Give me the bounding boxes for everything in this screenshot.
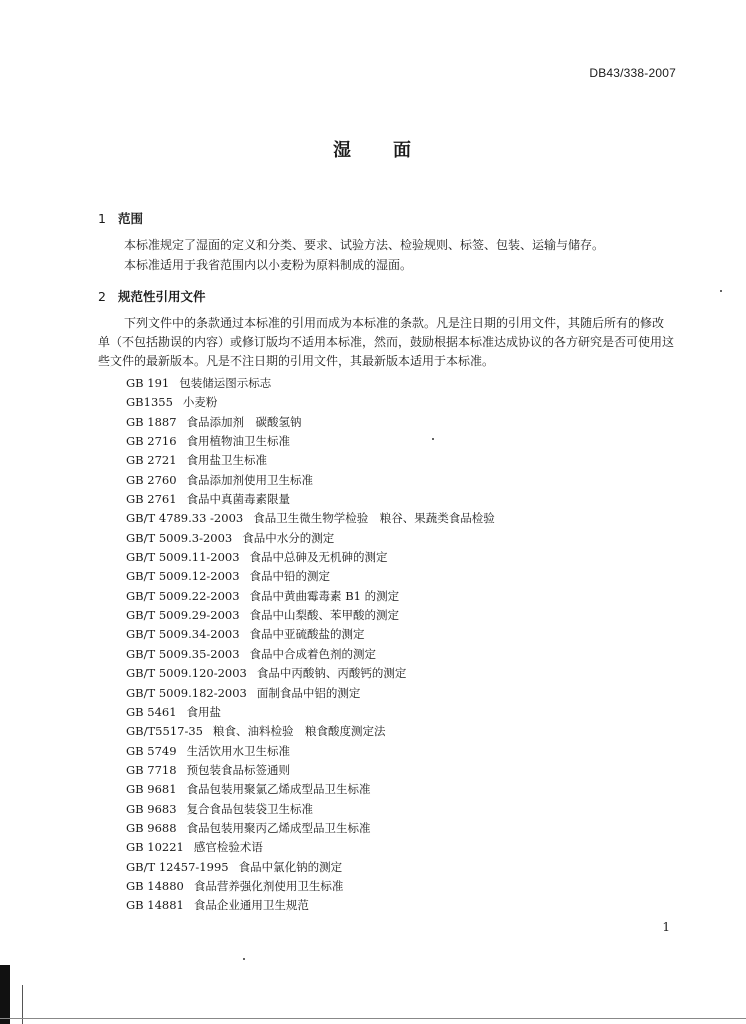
reference-code: GB1355 <box>126 395 173 410</box>
reference-name: 食品中真菌毒素限量 <box>186 492 291 507</box>
reference-name: 食品包装用聚氯乙烯成型品卫生标准 <box>186 782 371 797</box>
reference-item <box>126 761 495 780</box>
scan-speck <box>243 958 245 960</box>
reference-name: 食品中合成着色剂的测定 <box>249 646 377 661</box>
reference-item <box>126 858 495 877</box>
reference-code: GB 14880 <box>126 878 184 893</box>
document-title: 湿 面 <box>333 140 413 161</box>
reference-name: 粮食、油料检验 粮食酸度测定法 <box>212 724 386 739</box>
reference-name: 食品添加剂 碳酸氢钠 <box>186 414 302 429</box>
reference-code: GB/T 5009.11-2003 <box>126 550 240 565</box>
reference-item <box>126 413 495 432</box>
section-1-paragraph-2: 本标准适用于我省范围内以小麦粉为原料制成的湿面。 <box>124 258 413 272</box>
reference-item <box>126 587 495 606</box>
reference-name: 食品添加剂使用卫生标准 <box>186 472 314 487</box>
reference-item <box>126 393 495 412</box>
reference-code: GB 1887 <box>126 414 177 429</box>
reference-code: GB/T 12457-1995 <box>126 859 229 874</box>
section-1-paragraph-1: 本标准规定了湿面的定义和分类、要求、试验方法、检验规则、标签、包装、运输与储存。 <box>124 238 605 252</box>
reference-code: GB/T 5009.35-2003 <box>126 646 240 661</box>
reference-item <box>126 529 495 548</box>
reference-name: 食品包装用聚丙乙烯成型品卫生标准 <box>186 820 371 835</box>
reference-item <box>126 432 495 451</box>
scan-speck <box>432 438 434 440</box>
section-1-number: 1 <box>98 211 106 226</box>
reference-name: 食品中总砷及无机砷的测定 <box>249 550 388 565</box>
reference-name: 食品中山梨酸、苯甲酸的测定 <box>249 608 400 623</box>
reference-code: GB/T 5009.182-2003 <box>126 685 247 700</box>
reference-name: 食用植物油卫生标准 <box>186 434 291 449</box>
reference-item <box>126 664 495 683</box>
section-1-heading <box>98 209 143 227</box>
reference-item <box>126 780 495 799</box>
reference-name: 食品中氯化钠的测定 <box>238 859 343 874</box>
reference-name: 食品卫生微生物学检验 粮谷、果蔬类食品检验 <box>253 511 495 526</box>
reference-item <box>126 742 495 761</box>
reference-code: GB/T 5009.3-2003 <box>126 530 233 545</box>
reference-code: GB 14881 <box>126 898 184 913</box>
reference-item <box>126 838 495 857</box>
reference-name: 食品营养强化剂使用卫生标准 <box>193 878 344 893</box>
reference-code: GB/T 4789.33 -2003 <box>126 511 244 526</box>
reference-name: 食品中铅的测定 <box>249 569 331 584</box>
reference-code: GB 5749 <box>126 743 177 758</box>
reference-name: 食品中亚硫酸盐的测定 <box>249 627 365 642</box>
section-1-title: 范围 <box>118 211 144 226</box>
reference-item <box>126 374 495 393</box>
reference-code: GB 191 <box>126 376 170 390</box>
reference-name: 食品中黄曲霉毒素 B1 的测定 <box>249 588 400 603</box>
page-number: 1 <box>662 920 670 934</box>
reference-name: 食品中水分的测定 <box>242 530 335 545</box>
reference-item <box>126 819 495 838</box>
reference-list <box>126 374 495 916</box>
reference-name: 预包装食品标签通则 <box>186 762 291 777</box>
reference-item <box>126 625 495 644</box>
reference-item <box>126 684 495 703</box>
scan-bottom-line <box>0 1018 746 1019</box>
document-code: DB43/338-2007 <box>589 66 676 80</box>
reference-code: GB/T 5009.29-2003 <box>126 608 240 623</box>
reference-item <box>126 703 495 722</box>
reference-name: 复合食品包装袋卫生标准 <box>186 801 314 816</box>
reference-item <box>126 877 495 896</box>
reference-code: GB 2761 <box>126 492 177 507</box>
reference-name: 小麦粉 <box>182 395 218 410</box>
reference-name: 包装储运图示标志 <box>179 376 272 390</box>
reference-code: GB 5461 <box>126 704 177 719</box>
reference-name: 面制食品中铝的测定 <box>256 685 361 700</box>
reference-name: 食品中丙酸钠、丙酸钙的测定 <box>256 666 407 681</box>
reference-item <box>126 645 495 664</box>
reference-item <box>126 567 495 586</box>
section-2-intro: 下列文件中的条款通过本标准的引用而成为本标准的条款。凡是注日期的引用文件，其随后所有的修改单（不包括勘误的内容）或修订版均不适用本标准，然而，鼓励根据本标准达成协议的各方研究是否可使用这些文件的最新版本。凡是不注日期的引用文件，其最新版本适用于本标准。 <box>98 316 675 368</box>
reference-code: GB 9688 <box>126 820 177 835</box>
reference-code: GB/T 5009.22-2003 <box>126 588 240 603</box>
reference-code: GB/T 5009.120-2003 <box>126 666 247 681</box>
scan-edge-mark <box>0 965 10 1024</box>
reference-code: GB 2721 <box>126 453 177 468</box>
reference-code: GB/T 5009.12-2003 <box>126 569 240 584</box>
section-2-number: 2 <box>98 289 106 304</box>
reference-item <box>126 896 495 915</box>
reference-code: GB 9681 <box>126 782 177 797</box>
reference-name: 食品企业通用卫生规范 <box>193 898 309 913</box>
reference-item <box>126 451 495 470</box>
reference-item <box>126 606 495 625</box>
reference-code: GB 7718 <box>126 762 177 777</box>
reference-code: GB 10221 <box>126 840 184 855</box>
scan-speck <box>720 290 722 292</box>
reference-item <box>126 490 495 509</box>
reference-name: 食用盐 <box>186 704 222 719</box>
reference-code: GB/T5517-35 <box>126 724 203 739</box>
reference-name: 生活饮用水卫生标准 <box>186 743 291 758</box>
section-2-title: 规范性引用文件 <box>118 289 206 304</box>
reference-name: 感官检验术语 <box>193 840 263 855</box>
reference-item <box>126 548 495 567</box>
reference-item <box>126 722 495 741</box>
reference-code: GB 2760 <box>126 472 177 487</box>
reference-code: GB 2716 <box>126 434 177 449</box>
section-2-heading <box>98 287 206 305</box>
reference-code: GB/T 5009.34-2003 <box>126 627 240 642</box>
reference-item <box>126 800 495 819</box>
reference-name: 食用盐卫生标准 <box>186 453 268 468</box>
reference-item <box>126 471 495 490</box>
reference-item <box>126 509 495 528</box>
reference-code: GB 9683 <box>126 801 177 816</box>
